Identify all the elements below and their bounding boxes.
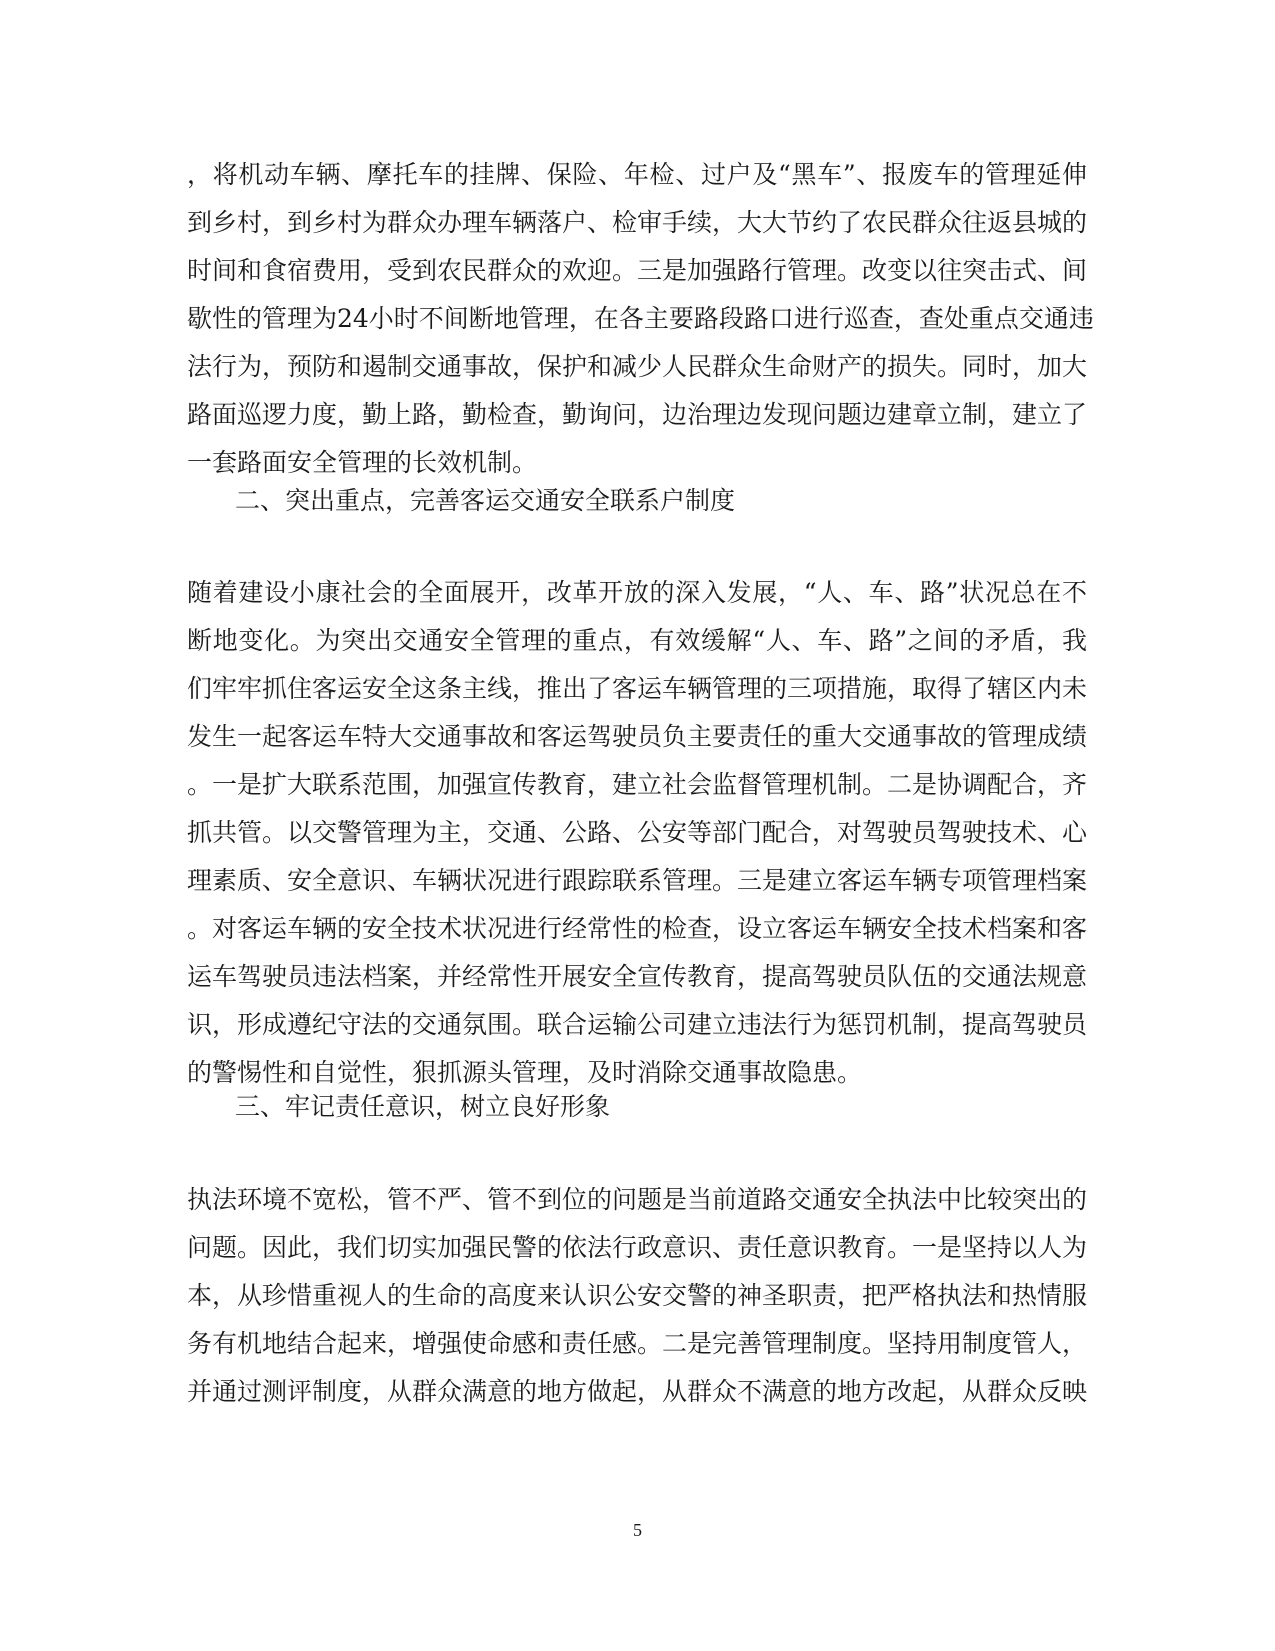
page-number: 5 — [633, 1520, 642, 1540]
paragraph-line: 识，形成遵纪守法的交通氛围。联合运输公司建立违法行为惩罚机制，提高驾驶员 — [187, 1010, 1088, 1039]
paragraph-line: 歇性的管理为24小时不间断地管理，在各主要路段路口进行巡查，查处重点交通违 — [187, 304, 1094, 333]
paragraph-line: 本，从珍惜重视人的生命的高度来认识公安交警的神圣职责，把严格执法和热情服 — [187, 1281, 1088, 1310]
paragraph-line: 法行为，预防和遏制交通事故，保护和减少人民群众生命财产的损失。同时，加大 — [187, 352, 1088, 381]
paragraph-responsibility — [187, 1176, 1087, 1416]
paragraph-line: 抓共管。以交警管理为主，交通、公路、公安等部门配合，对驾驶员驾驶技术、心 — [187, 818, 1088, 847]
paragraph-line: ，将机动车辆、摩托车的挂牌、保险、年检、过户及“黑车”、报废车的管理延伸 — [187, 160, 1087, 189]
paragraph-line: 断地变化。为突出交通安全管理的重点，有效缓解“人、车、路”之间的矛盾，我 — [187, 626, 1087, 655]
paragraph-line: 并通过测评制度，从群众满意的地方做起，从群众不满意的地方改起，从群众反映 — [187, 1377, 1088, 1406]
paragraph-line: 时间和食宿费用，受到农民群众的欢迎。三是加强路行管理。改变以往突击式、间 — [187, 256, 1088, 285]
paragraph-line: 执法环境不宽松，管不严、管不到位的问题是当前道路交通安全执法中比较突出的 — [187, 1185, 1088, 1214]
paragraph-road-management — [187, 151, 1094, 487]
paragraph-passenger-transport — [187, 569, 1087, 1097]
paragraph-line: 们牢牢抓住客运安全这条主线，推出了客运车辆管理的三项措施，取得了辖区内未 — [187, 674, 1088, 703]
paragraph-line: 发生一起客运车特大交通事故和客运驾驶员负主要责任的重大交通事故的管理成绩 — [187, 722, 1088, 751]
paragraph-line: 路面巡逻力度，勤上路，勤检查，勤询问，边治理边发现问题边建章立制，建立了 — [187, 400, 1088, 429]
paragraph-line: 一套路面安全管理的长效机制。 — [187, 448, 538, 477]
paragraph-line: 运车驾驶员违法档案，并经常性开展安全宣传教育，提高驾驶员队伍的交通法规意 — [187, 962, 1088, 991]
paragraph-line: 理素质、安全意识、车辆状况进行跟踪联系管理。三是建立客运车辆专项管理档案 — [187, 866, 1088, 895]
paragraph-line: 问题。因此，我们切实加强民警的依法行政意识、责任意识教育。一是坚持以人为 — [187, 1233, 1088, 1262]
paragraph-line: 务有机地结合起来，增强使命感和责任感。二是完善管理制度。坚持用制度管人， — [187, 1329, 1088, 1358]
paragraph-line: 的警惕性和自觉性，狠抓源头管理，及时消除交通事故隐患。 — [187, 1058, 863, 1087]
paragraph-line: 到乡村，到乡村为群众办理车辆落户、检审手续，大大节约了农民群众往返县城的 — [187, 208, 1088, 237]
section-heading-2: 二、突出重点，完善客运交通安全联系户制度 — [235, 486, 736, 515]
section-heading-3: 三、牢记责任意识，树立良好形象 — [235, 1092, 611, 1121]
paragraph-line: 。对客运车辆的安全技术状况进行经常性的检查，设立客运车辆安全技术档案和客 — [187, 914, 1088, 943]
paragraph-line: 。一是扩大联系范围，加强宣传教育，建立社会监督管理机制。二是协调配合，齐 — [187, 770, 1088, 799]
paragraph-line: 随着建设小康社会的全面展开，改革开放的深入发展，“人、车、路”状况总在不 — [187, 578, 1087, 607]
